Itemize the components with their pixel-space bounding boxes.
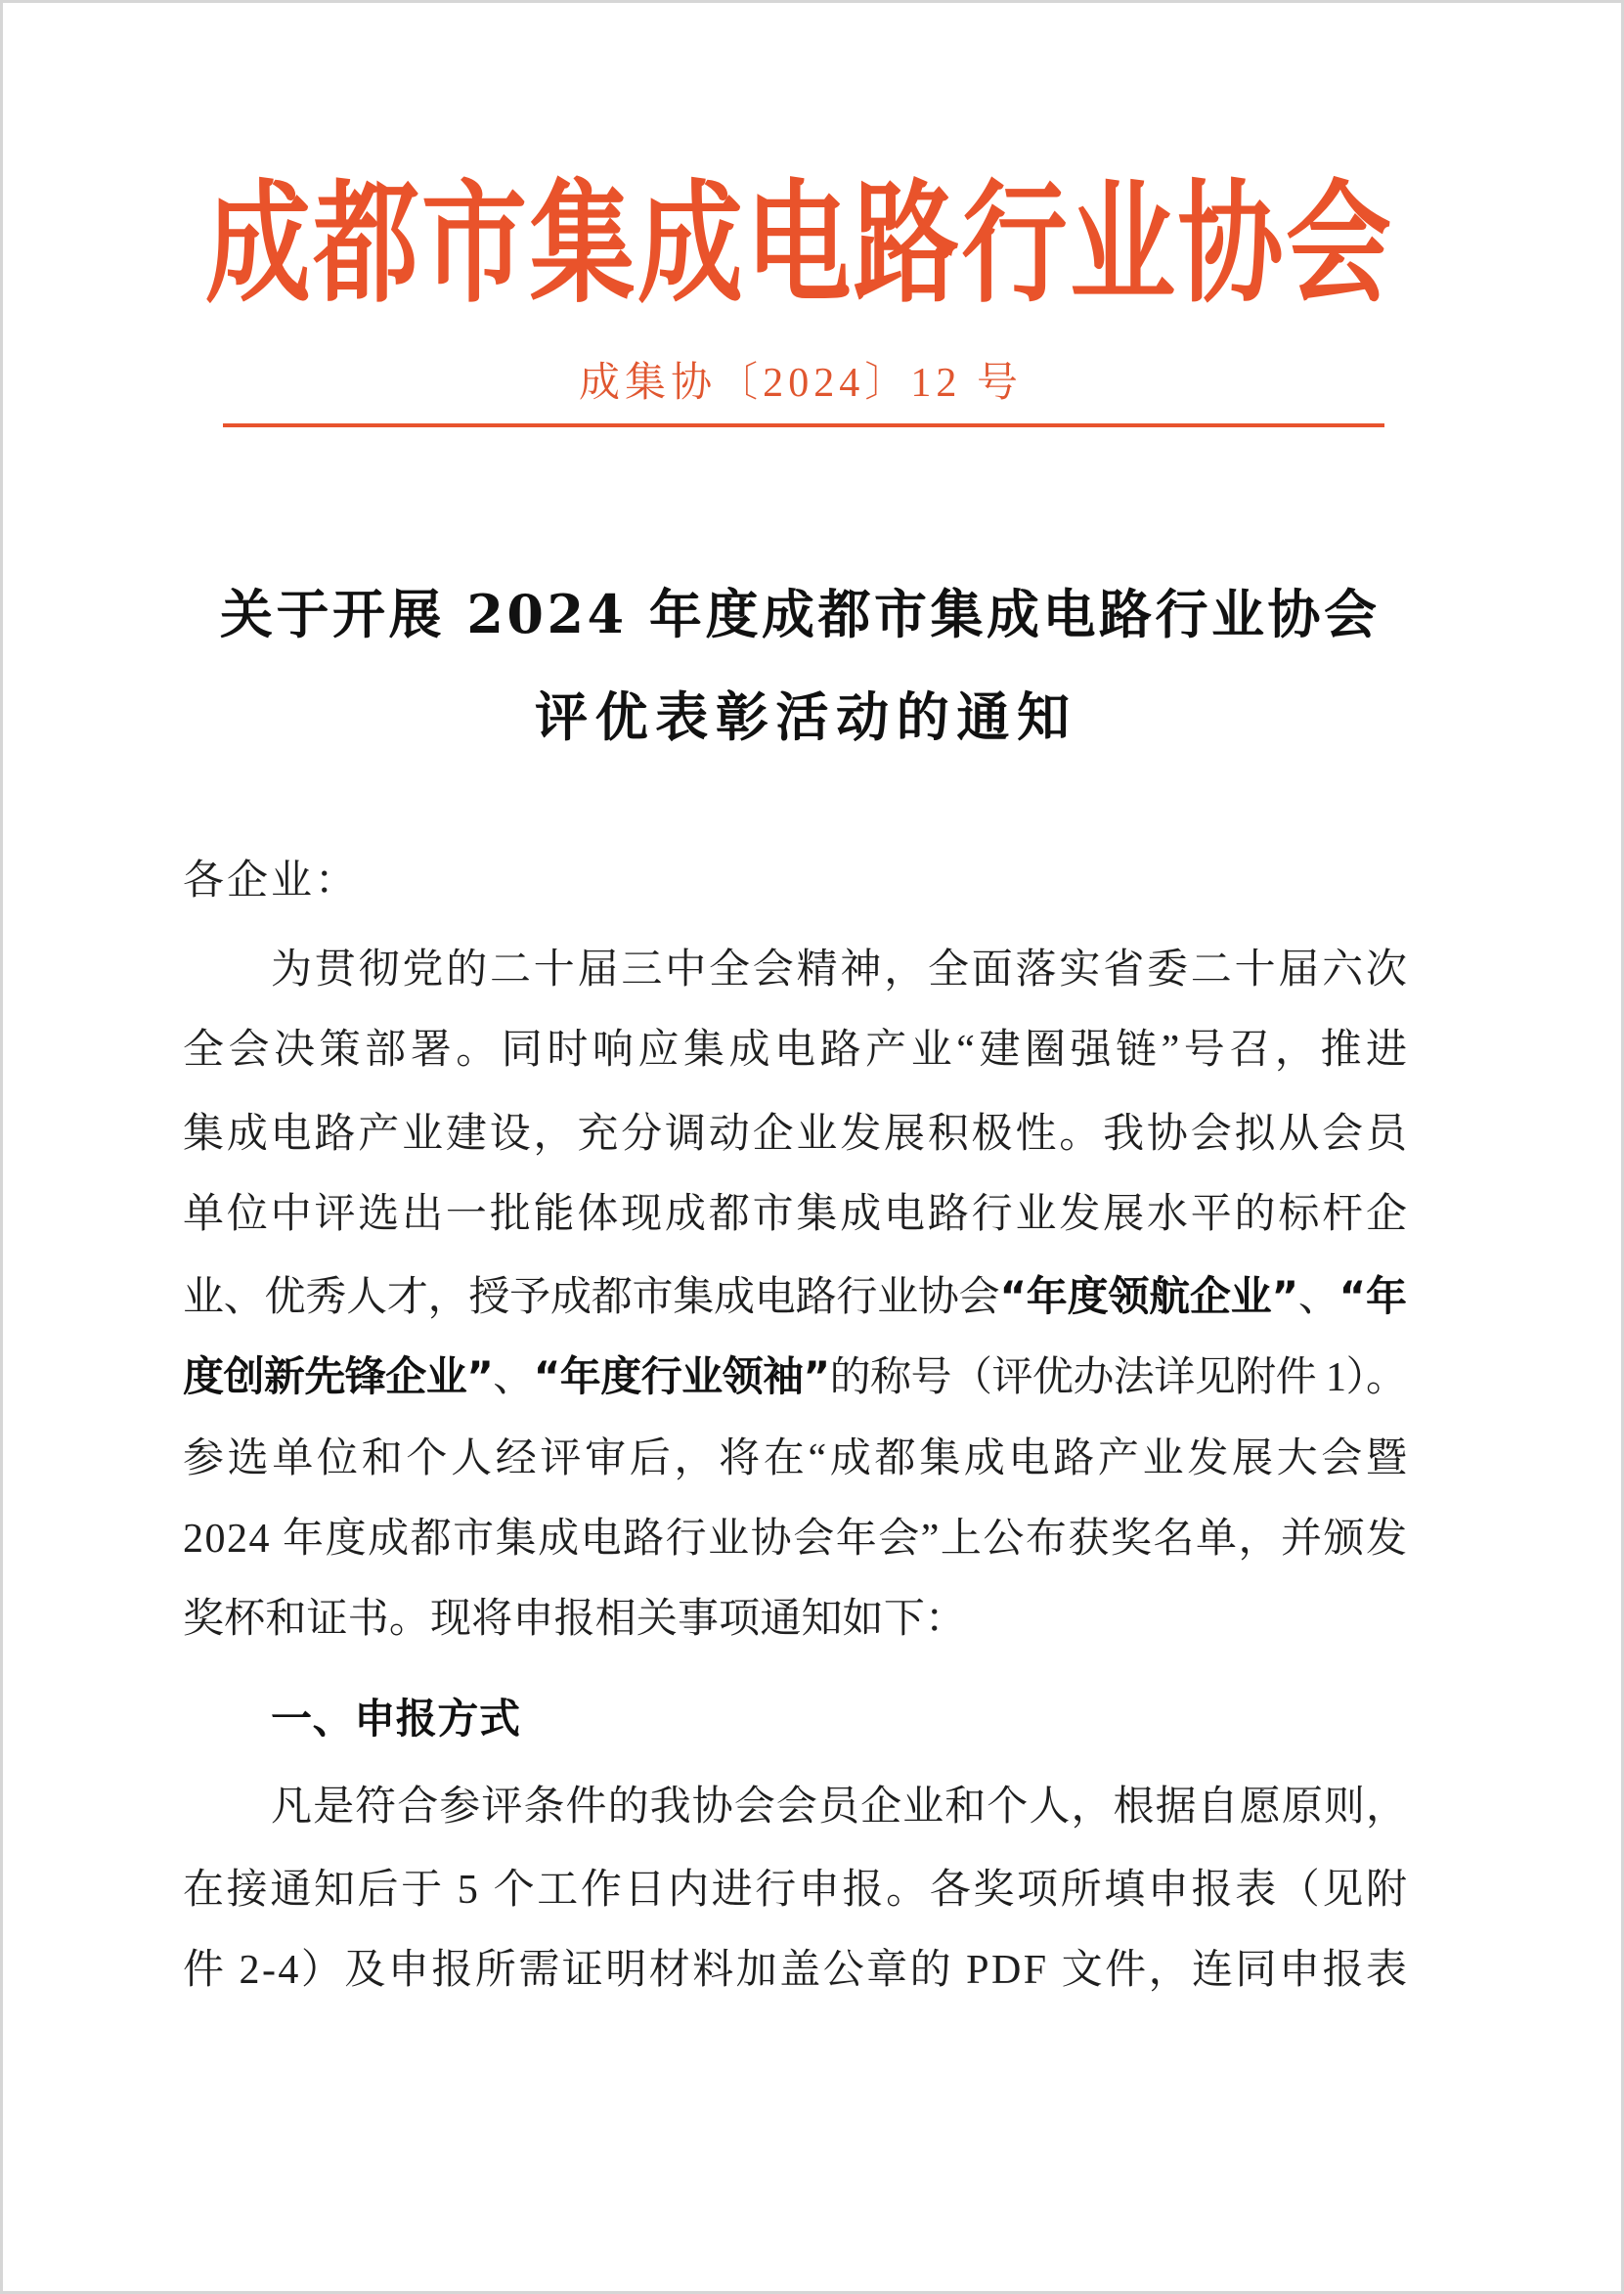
intro-text: 业、优秀人才，授予成都市集成电路行业协会: [183, 1275, 1000, 1320]
intro-line: [183, 1021, 1412, 1080]
section-text: 件 2-4）及申报所需证明材料加盖公章的 PDF 文件，连同申报表: [183, 1948, 1410, 1993]
intro-text: 集成电路产业建设，充分调动企业发展积极性。我协会拟从会员: [183, 1112, 1410, 1157]
section-heading-application-method: 一、申报方式: [271, 1695, 521, 1743]
section-text: 凡是符合参评条件的我协会会员企业和个人，根据自愿原则，: [271, 1785, 1409, 1830]
letterhead-red-rule: [223, 423, 1384, 427]
intro-line: [183, 1430, 1411, 1488]
intro-line: [183, 1590, 966, 1649]
document-number: 成集协〔2024〕12 号: [579, 361, 1024, 406]
award-name-bold: 度创新先锋企业”: [183, 1352, 494, 1400]
intro-line: [183, 1347, 1407, 1406]
intro-text: 参选单位和个人经评审后，将在“成都集成电路产业发展大会暨: [183, 1436, 1411, 1481]
document-title-line-2: 评优表彰活动的通知: [535, 685, 1077, 748]
intro-line: [183, 1185, 1410, 1244]
intro-text: 单位中评选出一批能体现成都市集成电路行业发展水平的标杆企: [183, 1192, 1410, 1237]
intro-line: [183, 1267, 1407, 1326]
award-name-bold: “年: [1339, 1272, 1407, 1320]
salutation: 各企业：: [183, 859, 360, 904]
document-title-line-1: 关于开展 2024 年度成都市集成电路行业协会: [220, 583, 1381, 645]
section-line: [183, 1861, 1410, 1919]
intro-text: 全会决策部署。同时响应集成电路产业“建圈强链”号召，推进: [183, 1028, 1412, 1073]
section-line: [183, 1941, 1410, 2000]
award-name-bold: “年度行业领袖”: [533, 1352, 830, 1400]
intro-text: 、: [1297, 1275, 1339, 1320]
intro-text: 奖杯和证书。现将申报相关事项通知如下：: [183, 1597, 967, 1642]
intro-text: 为贯彻党的二十届三中全会精神，全面落实省委二十届六次: [271, 948, 1410, 993]
section-line: [271, 1778, 1407, 1836]
award-name-bold: “年度领航企业”: [999, 1272, 1298, 1320]
org-letterhead-name: 成都市集成电路行业协会: [205, 168, 1394, 322]
intro-line: [183, 1105, 1410, 1164]
intro-text: 2024 年度成都市集成电路行业协会年会”上公布获奖名单，并颁发: [183, 1517, 1409, 1562]
intro-line: [183, 1510, 1407, 1568]
intro-line: [271, 941, 1410, 999]
intro-text: 的称号（评优办法详见附件 1）。: [829, 1355, 1407, 1400]
intro-text: 、: [493, 1355, 534, 1400]
section-text: 在接通知后于 5 个工作日内进行申报。各奖项所填申报表（见附: [183, 1868, 1410, 1913]
